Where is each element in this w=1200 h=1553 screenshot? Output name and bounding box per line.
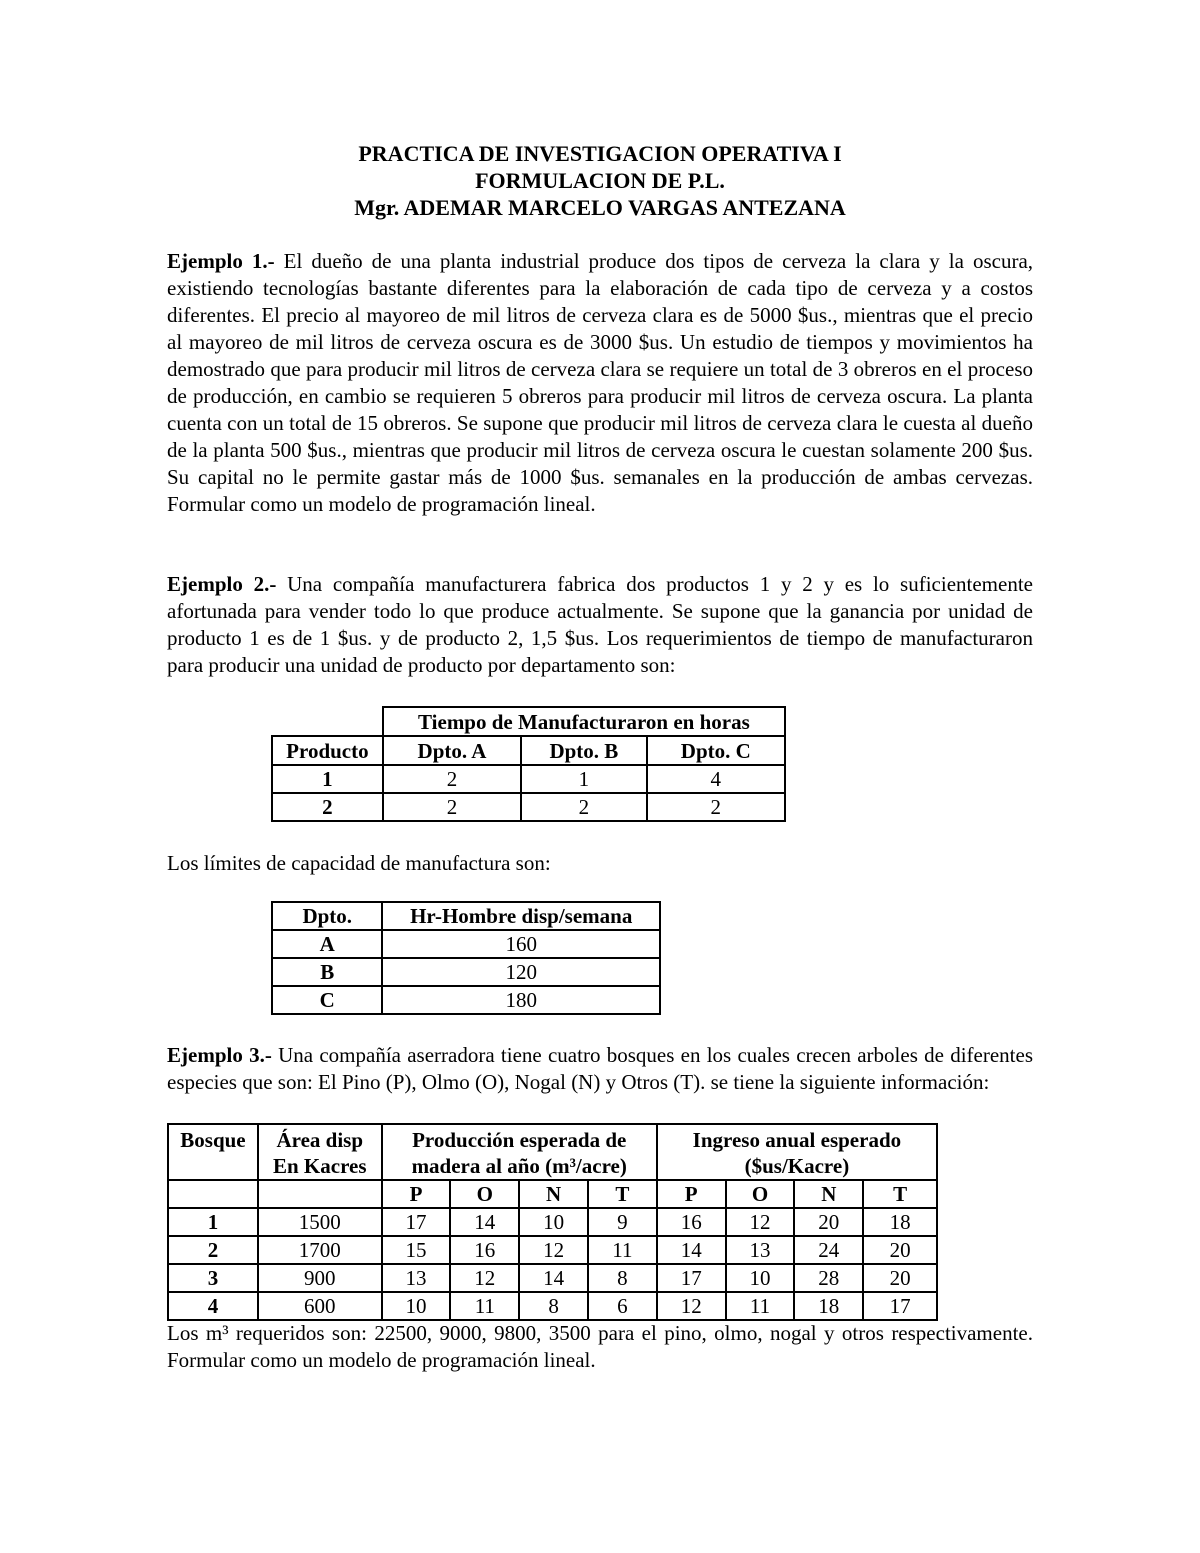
table-cell: 1500 (258, 1208, 382, 1236)
table-cell: 10 (382, 1292, 451, 1320)
table-row (168, 1236, 937, 1264)
species-subheader: O (450, 1180, 519, 1208)
species-subheader: P (657, 1180, 726, 1208)
area-header (258, 1124, 382, 1180)
bosque-header: Bosque (168, 1124, 258, 1180)
table-cell: C (272, 986, 382, 1014)
production-header-line-1: Producción esperada de (412, 1128, 627, 1152)
ejemplo-3-label: Ejemplo 3.- (167, 1043, 272, 1067)
table-row (272, 958, 660, 986)
table-cell: 4 (168, 1292, 258, 1320)
table-cell: 2 (647, 793, 785, 821)
species-subheader: N (794, 1180, 863, 1208)
table-cell: 120 (382, 958, 660, 986)
income-header-line-1: Ingreso anual esperado (692, 1128, 902, 1152)
capacity-table (271, 901, 661, 1015)
table-cell: 8 (519, 1292, 588, 1320)
table2-header-cell: Hr-Hombre disp/semana (382, 902, 660, 930)
area-header-line-1: Área disp (276, 1128, 364, 1152)
table-cell: 180 (382, 986, 660, 1014)
table-cell: 16 (450, 1236, 519, 1264)
ejemplo-3-text: Una compañía aserradora tiene cuatro bosques en los cuales crecen arboles de diferentes especies que son: El Pino (P), Olmo (O), Nogal (N) y Otros (T). se tiene la siguiente información: (167, 1043, 1033, 1094)
income-header (657, 1124, 937, 1180)
production-header-line-2: madera al año (m³/acre) (411, 1154, 627, 1178)
table-cell: 2 (168, 1236, 258, 1264)
table-cell: 2 (272, 793, 383, 821)
table-cell: 3 (168, 1264, 258, 1292)
empty-cell (168, 1180, 258, 1208)
table-row (168, 1208, 937, 1236)
capacity-limits-label: Los límites de capacidad de manufactura son: (167, 851, 551, 875)
empty-corner-cell (272, 707, 383, 736)
table-cell: 14 (450, 1208, 519, 1236)
table-cell: 4 (647, 765, 785, 793)
author-line: Mgr. ADEMAR MARCELO VARGAS ANTEZANA (354, 195, 846, 220)
table-cell: 11 (726, 1292, 795, 1320)
table-row (272, 765, 785, 793)
table-cell: 18 (863, 1208, 937, 1236)
species-subheader: T (863, 1180, 937, 1208)
table-row (168, 1292, 937, 1320)
ejemplo-3-paragraph (167, 1042, 1033, 1096)
table1-header-cell: Dpto. A (383, 736, 521, 765)
table-cell: 9 (588, 1208, 657, 1236)
table-cell: 12 (519, 1236, 588, 1264)
table-cell: 14 (519, 1264, 588, 1292)
ejemplo-3-closing: Los m³ requeridos son: 22500, 9000, 9800, 3500 para el pino, olmo, nogal y otros respectivamente. Formular como un modelo de programación lineal. (167, 1321, 1033, 1372)
table-cell: 6 (588, 1292, 657, 1320)
table-cell: 13 (726, 1236, 795, 1264)
table-cell: 1 (168, 1208, 258, 1236)
table-cell: 20 (863, 1264, 937, 1292)
ejemplo-1-label: Ejemplo 1.- (167, 249, 275, 273)
table-row (272, 930, 660, 958)
table-row (168, 1264, 937, 1292)
table-cell: 8 (588, 1264, 657, 1292)
table-cell: 16 (657, 1208, 726, 1236)
table-cell: 12 (657, 1292, 726, 1320)
table-cell: 900 (258, 1264, 382, 1292)
ejemplo-2-text: Una compañía manufacturera fabrica dos productos 1 y 2 y es lo suficientemente afortunada para vender todo lo que produce actualmente. Se supone que la ganancia por unidad de producto 1 es de 1 $us. y de producto 2, 1,5 $us. Los requerimientos de tiempo de manufacturaron para producir una unidad de producto por departamento son: (167, 572, 1033, 677)
ejemplo-2-label: Ejemplo 2.- (167, 572, 277, 596)
table-cell: 14 (657, 1236, 726, 1264)
table-cell: 2 (521, 793, 646, 821)
table1-header-cell: Producto (272, 736, 383, 765)
table-cell: 24 (794, 1236, 863, 1264)
table-cell: 13 (382, 1264, 451, 1292)
empty-cell (258, 1180, 382, 1208)
table-cell: A (272, 930, 382, 958)
table-cell: 17 (863, 1292, 937, 1320)
table-cell: 12 (450, 1264, 519, 1292)
table-cell: 1 (521, 765, 646, 793)
area-header-line-2: En Kacres (272, 1154, 367, 1178)
title-line-2: FORMULACION DE P.L. (475, 168, 725, 193)
table1-group-header: Tiempo de Manufacturaron en horas (383, 707, 785, 736)
table-cell: 2 (383, 793, 521, 821)
document-header (0, 140, 1200, 221)
table-cell: 10 (726, 1264, 795, 1292)
table-cell: 18 (794, 1292, 863, 1320)
table1-header-cell: Dpto. C (647, 736, 785, 765)
table-cell: 160 (382, 930, 660, 958)
ejemplo-1-paragraph (167, 248, 1033, 518)
ejemplo-2-paragraph (167, 571, 1033, 679)
species-subheader: P (382, 1180, 451, 1208)
table-cell: 11 (588, 1236, 657, 1264)
table-cell: 12 (726, 1208, 795, 1236)
forest-production-table (167, 1123, 938, 1321)
table-cell: 11 (450, 1292, 519, 1320)
table-cell: 10 (519, 1208, 588, 1236)
title-line-1: PRACTICA DE INVESTIGACION OPERATIVA I (358, 141, 842, 166)
table2-header-cell: Dpto. (272, 902, 382, 930)
income-header-line-2: ($us/Kacre) (744, 1154, 850, 1178)
table-cell: 17 (382, 1208, 451, 1236)
table-cell: B (272, 958, 382, 986)
species-subheader: N (519, 1180, 588, 1208)
table-cell: 20 (794, 1208, 863, 1236)
table-cell: 17 (657, 1264, 726, 1292)
table1-header-cell: Dpto. B (521, 736, 646, 765)
table-cell: 1 (272, 765, 383, 793)
table-cell: 15 (382, 1236, 451, 1264)
species-subheader: O (726, 1180, 795, 1208)
table-row (272, 793, 785, 821)
species-subheader: T (588, 1180, 657, 1208)
ejemplo-1-text: El dueño de una planta industrial produce dos tipos de cerveza la clara y la oscura, existiendo tecnologías bastante diferentes para la elaboración de cada tipo de cerveza y a costos diferentes. El precio al mayoreo de mil litros de cerveza clara es de 5000 $us., mientras que el precio al mayoreo de mil litros de cerveza oscura es de 3000 $us. Un estudio de tiempos y movimientos ha demostrado que para producir mil litros de cerveza clara se requiere un total de 3 obreros en el proceso de producción, en cambio se requieren 5 obreros para producir mil litros de cerveza oscura. La planta cuenta con un total de 15 obreros. Se supone que producir mil litros de cerveza clara le cuesta al dueño de la planta 500 $us., mientras que producir mil litros de cerveza oscura le cuestan solamente 200 $us. Su capital no le permite gastar más de 1000 $us. semanales en la producción de ambas cervezas. Formular como un modelo de programación lineal. (167, 249, 1034, 516)
forest-table-body (168, 1208, 937, 1320)
production-header (382, 1124, 657, 1180)
manufacturing-time-table (271, 706, 786, 822)
table-cell: 1700 (258, 1236, 382, 1264)
table-cell: 2 (383, 765, 521, 793)
table-cell: 20 (863, 1236, 937, 1264)
table-cell: 28 (794, 1264, 863, 1292)
table-cell: 600 (258, 1292, 382, 1320)
table-row (272, 986, 660, 1014)
